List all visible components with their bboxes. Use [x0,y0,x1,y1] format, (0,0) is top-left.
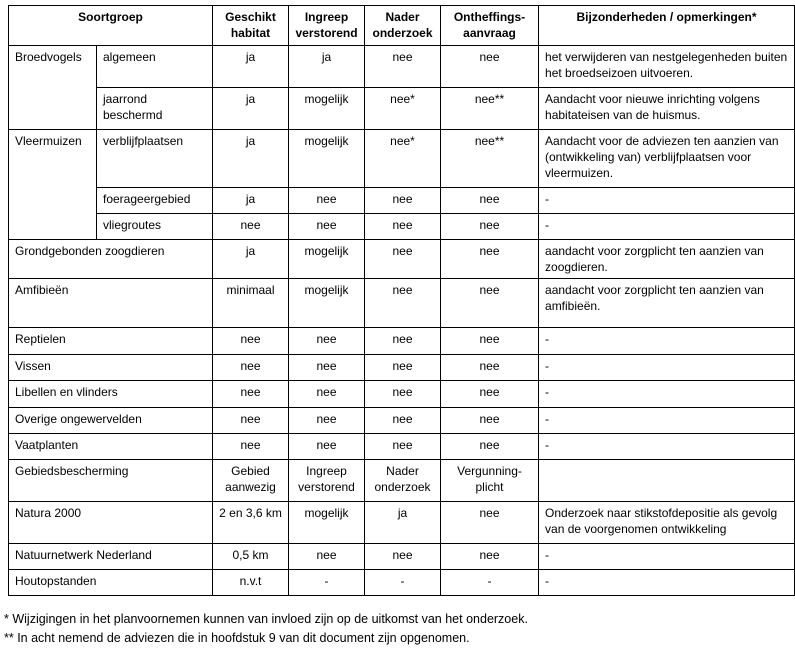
header-geschikt: Geschikt habitat [213,6,289,46]
cell: nee [289,214,365,240]
cell: nee [441,214,539,240]
cell: nee [441,544,539,570]
cell: n.v.t [213,570,289,596]
cell: ja [213,240,289,279]
sub-label: foerageergebied [97,188,213,214]
cell: 2 en 3,6 km [213,502,289,544]
group-label: Vaatplanten [9,434,213,460]
table-row [9,544,795,570]
sub-label: vliegroutes [97,214,213,240]
table-header-2 [9,460,795,502]
header-empty [539,460,795,502]
note-cell: Onderzoek naar stikstofdepositie als gevolg van de voorgenomen ontwikkeling [539,502,795,544]
note-cell: Aandacht voor de adviezen ten aanzien van (ontwikkeling van) verblijfplaatsen voor vleermuizen. [539,130,795,188]
note-cell: - [539,544,795,570]
sub-label: verblijfplaatsen [97,130,213,188]
cell: mogelijk [289,88,365,130]
group-label: Grondgebonden zoogdieren [9,240,213,279]
cell: nee [365,434,441,460]
cell: nee [365,240,441,279]
species-table [8,5,795,596]
group-label [9,214,97,240]
cell: mogelijk [289,502,365,544]
cell: nee [365,381,441,408]
table-row [9,328,795,355]
cell: nee [365,279,441,328]
note-cell: aandacht voor zorgplicht ten aanzien van amfibieën. [539,279,795,328]
header-ingreep-2: Ingreep verstorend [289,460,365,502]
cell: nee [441,381,539,408]
footnotes [4,610,528,648]
group-label [9,188,97,214]
cell: nee [441,408,539,434]
note-cell: - [539,355,795,381]
cell: nee [365,328,441,355]
cell: mogelijk [289,279,365,328]
header-nader-2: Nader onderzoek [365,460,441,502]
group-label: Amfibieën [9,279,213,328]
table-row [9,130,795,188]
cell: nee [441,328,539,355]
header-bijzonderheden: Bijzonderheden / opmerkingen* [539,6,795,46]
header-ingreep: Ingreep verstorend [289,6,365,46]
cell: mogelijk [289,130,365,188]
table-row [9,279,795,328]
note-cell: - [539,570,795,596]
cell: nee** [441,130,539,188]
note-cell: - [539,408,795,434]
cell: - [289,570,365,596]
header-aanwezig: Gebied aanwezig [213,460,289,502]
table-row [9,434,795,460]
cell: ja [213,130,289,188]
header-soortgroep: Soortgroep [9,6,213,46]
cell: nee [213,408,289,434]
cell: - [365,570,441,596]
note-cell: - [539,381,795,408]
header-gebied: Gebiedsbescherming [9,460,213,502]
header-vergunning: Vergunning-plicht [441,460,539,502]
table-row [9,214,795,240]
cell: nee [213,434,289,460]
cell: nee [441,188,539,214]
cell: nee [289,328,365,355]
cell: nee [365,355,441,381]
table-row [9,502,795,544]
cell: ja [365,502,441,544]
area-label: Natura 2000 [9,502,213,544]
footnote-1: * Wijzigingen in het planvoornemen kunnen van invloed zijn op de uitkomst van het onderzoek. [4,612,528,626]
cell: nee [441,355,539,381]
sub-label: jaarrond beschermd [97,88,213,130]
table-row [9,381,795,408]
cell: nee [213,214,289,240]
cell: ja [213,46,289,88]
cell: nee [441,240,539,279]
cell: nee [441,434,539,460]
note-cell: het verwijderen van nestgelegenheden buiten het broedseizoen uitvoeren. [539,46,795,88]
area-label: Houtopstanden [9,570,213,596]
cell: nee [441,279,539,328]
cell: - [441,570,539,596]
footnote-2: ** In acht nemend de adviezen die in hoofdstuk 9 van dit document zijn opgenomen. [4,631,470,645]
note-cell: - [539,188,795,214]
group-label: Broedvogels [9,46,97,88]
cell: ja [289,46,365,88]
cell: nee [365,408,441,434]
header-nader: Nader onderzoek [365,6,441,46]
area-label: Natuurnetwerk Nederland [9,544,213,570]
cell: nee [289,188,365,214]
cell: nee [365,214,441,240]
cell: mogelijk [289,240,365,279]
cell: nee [213,328,289,355]
note-cell: - [539,434,795,460]
cell: nee [365,188,441,214]
cell: nee* [365,130,441,188]
sub-label: algemeen [97,46,213,88]
table-row [9,570,795,596]
table-row [9,46,795,88]
table-row [9,355,795,381]
cell: nee [365,46,441,88]
table-row [9,408,795,434]
cell: nee [289,434,365,460]
cell: nee [289,544,365,570]
cell: minimaal [213,279,289,328]
cell: nee [441,46,539,88]
cell: nee* [365,88,441,130]
group-label: Overige ongewervelden [9,408,213,434]
cell: nee [289,408,365,434]
note-cell: - [539,214,795,240]
group-label: Vissen [9,355,213,381]
group-label: Vleermuizen [9,130,97,188]
cell: nee [441,502,539,544]
cell: 0,5 km [213,544,289,570]
table-row [9,188,795,214]
header-ontheffing: Ontheffings-aanvraag [441,6,539,46]
note-cell: - [539,328,795,355]
table-row [9,240,795,279]
note-cell: aandacht voor zorgplicht ten aanzien van zoogdieren. [539,240,795,279]
cell: nee [365,544,441,570]
cell: ja [213,88,289,130]
table-row [9,88,795,130]
cell: nee** [441,88,539,130]
note-cell: Aandacht voor nieuwe inrichting volgens habitateisen van de huismus. [539,88,795,130]
group-label [9,88,97,130]
cell: nee [289,355,365,381]
cell: nee [213,381,289,408]
group-label: Libellen en vlinders [9,381,213,408]
cell: ja [213,188,289,214]
cell: nee [289,381,365,408]
cell: nee [213,355,289,381]
group-label: Reptielen [9,328,213,355]
table-header [9,6,795,46]
